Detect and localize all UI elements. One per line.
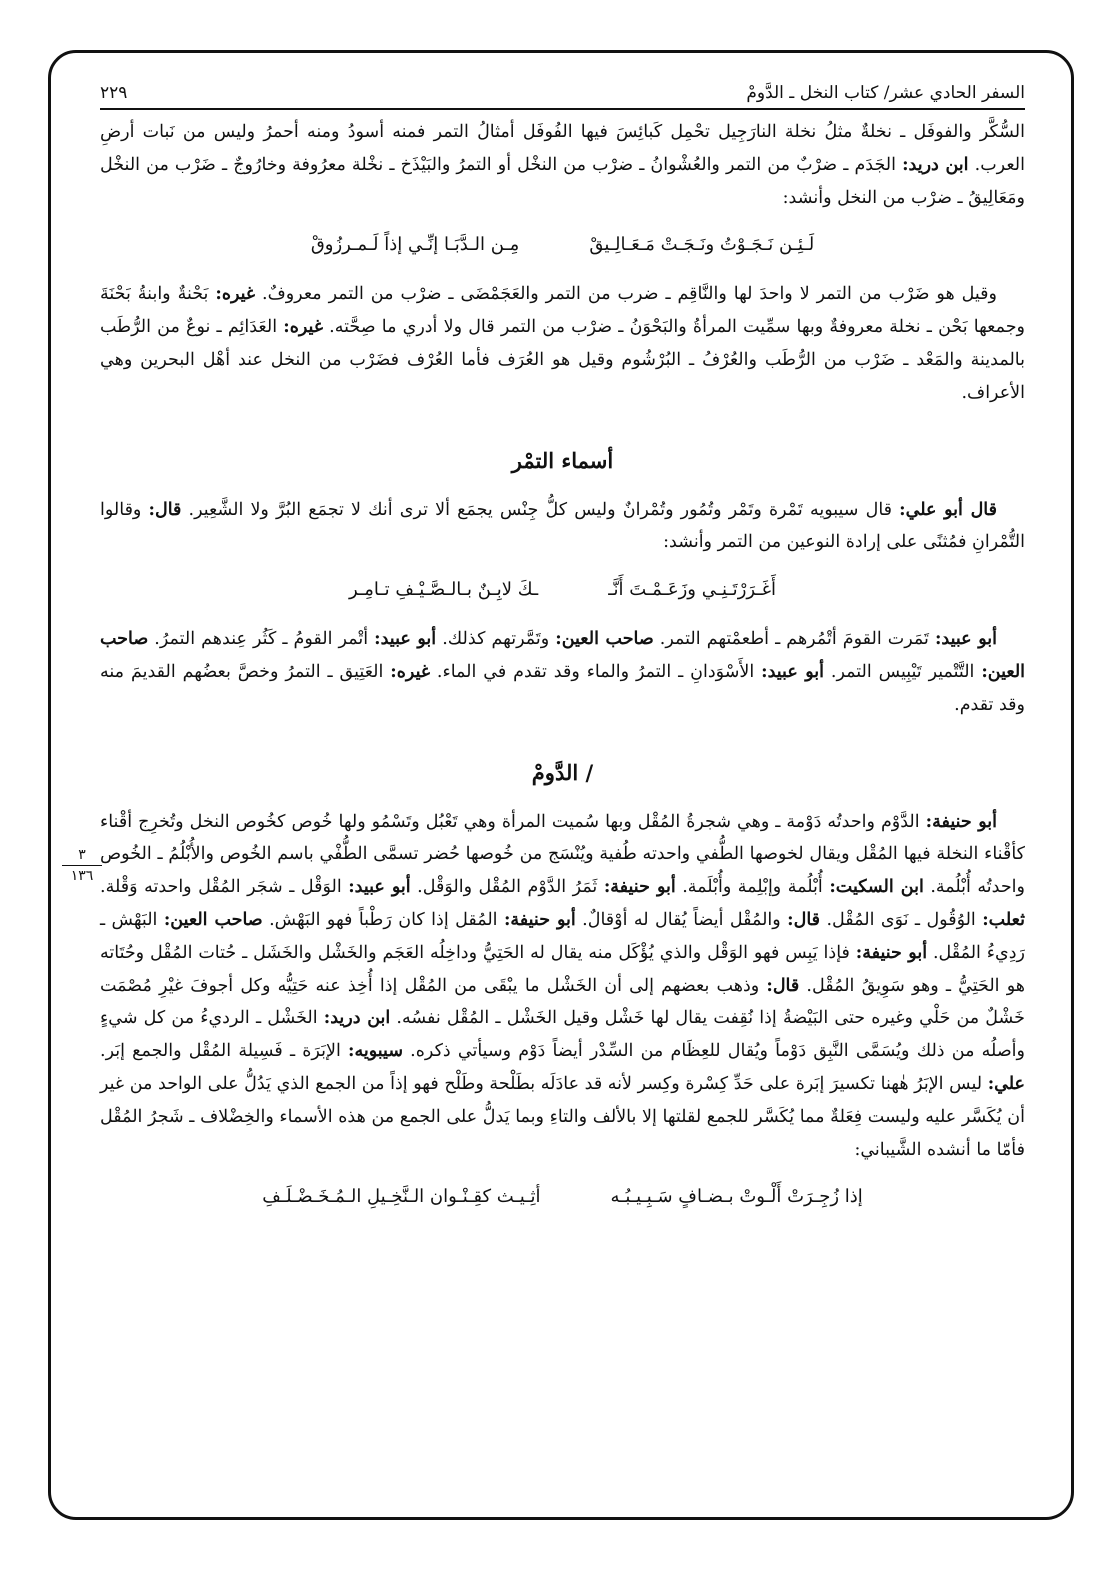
- margin-reference: [62, 846, 102, 885]
- source-citation: أبو حنيفة:: [925, 811, 997, 832]
- section-heading: أسماء التمْر: [511, 447, 614, 473]
- verse-second-hemistich: أثِـيـث كقِـنْـوان الـنَّخِـيلِ الـمُـخَـضْـلَـفِ: [262, 1186, 541, 1208]
- text-run: قال سيبويه تَمْرة وتَمْر وتُمُور وتُمْرانٌ وليس كلُّ جِنْس يجمَع ألا ترى أنك لا تجمَع البُرَّ ولا الشَّعِير.: [181, 499, 900, 520]
- verse: [100, 230, 1025, 260]
- text-run: العَتِيق ـ التمرُ وخصَّ بعضُهم القديمَ منه وقد تقدم.: [100, 661, 1025, 715]
- verse-second-hemistich: ـكَ لابِـنٌ بـالـصَّـيْـفِ تـامِـر: [348, 579, 539, 601]
- paragraph: [100, 806, 1025, 1167]
- text-run: الجَدَم ـ ضرْبٌ من التمر والعُشْوانُ ـ ضرْب من النخْل أو التمرُ والبَيْذَخ ـ نخْلة معرُوفة وخارُوجٌ ـ ضَرْب من النخْل ومَعَالِيقُ ـ ضرْب من النخل وأنشد:: [100, 154, 1025, 208]
- text-run: وقيل هو ضَرْب من التمر لا واحدَ لها والنَّاقِم ـ ضرب من التمر والعَجَمْضَى ـ ضرْب من التمر معروفٌ.: [255, 284, 997, 305]
- paragraph: [100, 116, 1025, 214]
- running-header: [100, 72, 1025, 110]
- source-citation: ابن دريد:: [323, 1008, 391, 1029]
- source-citation: أبو عبيد:: [761, 661, 824, 682]
- source-citation: غيره:: [283, 317, 323, 338]
- page-number: ٢٢٩: [100, 83, 128, 103]
- source-citation: غيره:: [390, 661, 430, 682]
- text-run: ليس الإبَرُ هٰهنا تكسيرَ إبَرة على حَدِّ كِسْرة وكِسر لأنه قد عادَلَه بطَلْحة وطَلْح فهو إذاً من الجمع الذي يَدُلُّ على الواحد من غير أن يُكَسَّر عليه وليست فِعَلةٌ مما يُكَسَّر للجمع لقلتها إلا بالألف والتاءِ وبما يَدلُّ على الجمع من هذه الأسماء والخِضْلاف ـ شَجرُ المُقْل فأمّا ما أنشده الشَّيباني:: [100, 1073, 1025, 1160]
- text-run: والمُقْل أيضاً يُقال له أوْقالٌ.: [575, 909, 788, 930]
- text-run: وقالوا التُّمْرانِ فمُثنًى على إرادة النوعين من التمر وأنشد:: [100, 499, 1025, 553]
- source-citation: قال:: [148, 499, 182, 520]
- text-run: ثَمَرُ الدَّوْم المُقْل والوَقْل.: [410, 877, 604, 898]
- verse-second-hemistich: مِـن الـدَّبَـا إنِّـي إذاً لَـمـرزُوقْ: [310, 234, 520, 256]
- paragraph: [100, 278, 1025, 409]
- verse: [100, 1182, 1025, 1212]
- verse-first-hemistich: لَـئِـن نَـجَـوْتُ ونَـجَـتْ مَـعَـالِـيقْ: [589, 234, 815, 256]
- text-run: الوُقُول ـ نَوَى المُقْل.: [820, 909, 983, 930]
- source-citation: أبو حنيفة:: [503, 909, 576, 930]
- text-run: التَّتْمير تَيْبِيس التمر.: [824, 661, 982, 682]
- source-citation: سيبويه:: [348, 1041, 403, 1062]
- running-title: السفر الحادي عشر/ كتاب النخل ـ الدَّومْ: [746, 83, 1025, 103]
- text-run: تَمَرت القومَ أتْمُرهم ـ أطعمْتهم التمر.: [653, 629, 935, 650]
- source-citation: أبو عبيد:: [374, 629, 437, 650]
- source-citation: صاحب العين:: [100, 629, 1026, 682]
- source-citation: صاحب العين:: [163, 909, 263, 930]
- verse: [100, 575, 1025, 605]
- source-citation: أبو عبيد:: [934, 629, 997, 650]
- source-citation: أبو حنيفة:: [603, 877, 676, 898]
- source-citation: ابن دريد:: [902, 154, 969, 175]
- text-run: أتْمر القومُ ـ كَثُر عِندهم التمرُ.: [148, 629, 375, 650]
- text-run: وتَمَّرتهم كذلك.: [436, 629, 556, 650]
- text-run: فإذا يَبِس فهو الوَقْل والذي يُؤْكَل منه يقال له الحَتِيُّ وداخِلُه العَجَم والخَشْل والخَشَل ـ حُتات المُقْل وحُتَاته هو الحَتِيُّ ـ وهو سَوِيقُ المُقْل.: [100, 942, 1025, 996]
- text-run: العَدَائِم ـ نوعٌ من الرُّطَب بالمدينة والمَعْد ـ ضَرْب من الرُّطَب والعُرْفُ ـ البُرْشُوم وقيل هو العُرَف فأما العُرْف فضَرْب من النخل عند أهْل البحرين وهي الأعراف.: [100, 317, 1025, 403]
- paragraph: [100, 623, 1025, 721]
- text-run: أُبْلُمة وإبْلِمة وأُبْلَمة.: [675, 877, 830, 898]
- verse-first-hemistich: أَغَـرَرْتَـنِـي وزَعَـمْـتَ أَنَّـ: [608, 579, 777, 601]
- source-citation: صاحب العين:: [555, 629, 654, 650]
- margin-reference-top: ٣: [78, 847, 86, 863]
- text-run: الخَشْل ـ الرديءُ من كل شيءٍ وأصلُه من ذلك ويُسَمَّى النَّبِق دَوْماً ويُقال للعِظَام من السِّدْر أيضاً دَوْم وسيأتي ذكره.: [100, 1008, 1025, 1062]
- page-content: [100, 72, 1025, 1230]
- paragraph: [100, 494, 1025, 560]
- source-citation: أبو عبيد:: [348, 877, 411, 898]
- source-citation: غيره:: [215, 284, 256, 305]
- text-run: السُّكَّر والفوفَل ـ نخلةٌ مثلُ نخلة النارَجِيل تحْمِل كَبائِسَ فيها الفُوفَل أمثالُ التمر فمنه أسودُ ومنه أحمرُ وليس من نَبات أرضِ العرب.: [100, 122, 1025, 175]
- text-run: الوَقْل ـ شجَر المُقْل واحدته وَقْلة.: [100, 877, 349, 898]
- verse-first-hemistich: إذا زُجِـرَتْ أَلْـوتْ بـضـافٍ سَـبِـيـبُـه: [610, 1186, 863, 1208]
- source-citation: قال:: [787, 909, 821, 930]
- source-citation: ثعلب:: [982, 909, 1025, 930]
- source-citation: قال أبو علي:: [899, 499, 997, 520]
- source-citation: ابن السكيت:: [829, 877, 924, 898]
- margin-reference-divider: [62, 865, 102, 866]
- text-run: الإبَرَة ـ فَسِيلة المُقْل والجمع إبَر.: [100, 1041, 348, 1062]
- text-run: بَحْنةٌ وابنةُ بَحْنَةَ وجمعها بَحْن ـ نخلة معروفةٌ وبها سمِّيت المرأةُ والبَحْوَنُ ـ ضرْب من التمر قال ولا أدري ما صِحَّته.: [100, 284, 1026, 338]
- text-run: الدَّوْم واحدتُه دَوْمة ـ وهي شجرةُ المُقْل وبها سُميت المرأة وهي تَعْبُل وتَسْمُو ولها خُوص كخُوص النخل وتُخرِج أقْناء كأقْناء النخلة فيها المُقْل ويقال لخوصها الطُّفي واحدته طُفية ويُنْسَج من خُوصها حُضر تسمَّى الطُّفْي باسم الخُوص والأُبْلُمُ ـ الخُوص واحدتُه أُبْلُمة.: [100, 811, 1025, 898]
- text-run: وذهب بعضهم إلى أن الخَشْل ما يبْقَى من المُقْل إذا أُخِذ عنه حَتِيُّه وكل أجوفَ غيْرِ مُصْمَت خَشْلٌ من حَلْي وغيره حتى البَيْضةُ إذا نُقِفت يقال لها خَشْل وقيل الخَشْل ـ المُقْل نفسُه.: [100, 975, 1025, 1029]
- source-citation: أبو حنيفة:: [855, 942, 928, 963]
- section-heading: / الدَّومْ: [531, 759, 594, 785]
- margin-reference-bottom: ١٣٦: [70, 868, 94, 884]
- text-run: الأَسْوَدانِ ـ التمرُ والماء وقد تقدم في الماء.: [430, 661, 762, 682]
- text-run: البَهْش ـ رَدِيءُ المُقْل.: [100, 909, 1025, 963]
- source-citation: علي:: [987, 1073, 1025, 1094]
- source-citation: قال:: [766, 975, 800, 996]
- text-run: المُقل إذا كان رَطْباً فهو البَهْش.: [262, 909, 504, 930]
